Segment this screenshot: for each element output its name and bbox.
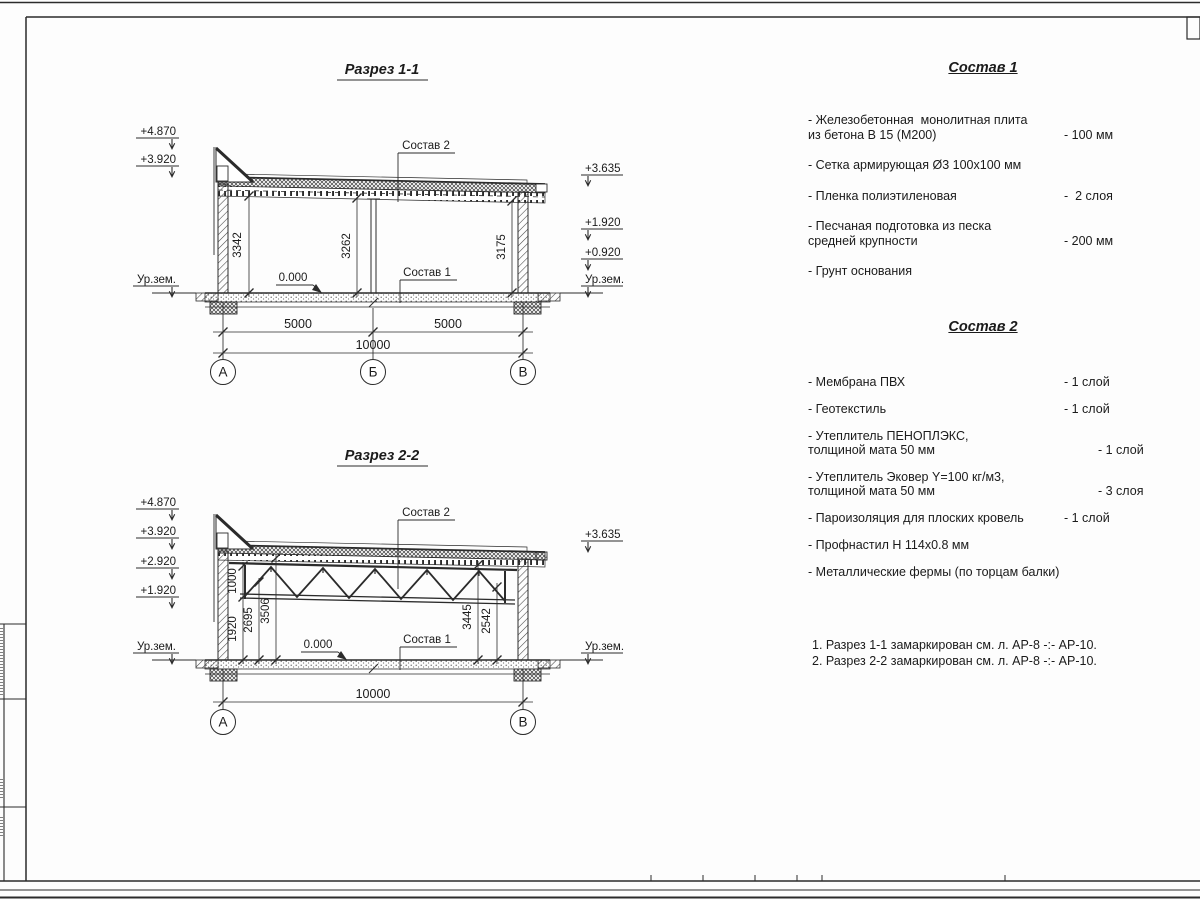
material-line-1: - Металлические фермы (по торцам балки) bbox=[808, 565, 1060, 579]
level-4870: +4.870 bbox=[140, 126, 176, 138]
material-item bbox=[808, 375, 1158, 389]
section-1-1-bottom-dims bbox=[211, 302, 536, 385]
wall-left bbox=[218, 551, 228, 660]
material-item bbox=[808, 470, 1158, 498]
dim-1000: 1000 bbox=[227, 568, 239, 594]
material-line-1: - Сетка армирующая Ø3 100х100 мм bbox=[808, 158, 1022, 172]
dim-2695: 2695 bbox=[243, 607, 255, 633]
section-1-1-layer-labels bbox=[276, 140, 457, 303]
dim-10000: 10000 bbox=[355, 338, 391, 352]
material-value: - 1 слой bbox=[1098, 443, 1144, 457]
material-line-1: - Песчаная подготовка из песка bbox=[808, 219, 992, 233]
level-3920: +3.920 bbox=[140, 526, 176, 538]
level-3635: +3.635 bbox=[585, 163, 621, 175]
material-line-1: - Мембрана ПВХ bbox=[808, 375, 906, 389]
ground-level-left: Ур.зем. bbox=[136, 641, 176, 653]
left-margin-text-smudge bbox=[0, 628, 3, 696]
dim-10000: 10000 bbox=[355, 687, 391, 701]
dim-5000-left: 5000 bbox=[284, 317, 312, 331]
material-name bbox=[808, 565, 1064, 579]
column bbox=[367, 199, 380, 293]
material-name bbox=[808, 375, 1064, 389]
dim-2542: 2542 bbox=[481, 608, 493, 634]
material-name bbox=[808, 429, 1064, 457]
material-line-1: - Утеплитель Эковер Y=100 кг/м3, bbox=[808, 470, 1005, 484]
sostav-2-title: Состав 2 bbox=[948, 319, 1018, 335]
ground-level-right: Ур.зем. bbox=[585, 274, 625, 286]
material-line-1: - Профнастил Н 114х0.8 мм bbox=[808, 538, 970, 552]
material-value: - 3 слоя bbox=[1098, 484, 1144, 498]
section-2-2-levels-right bbox=[581, 529, 624, 664]
material-value: - 1 слой bbox=[1064, 375, 1110, 389]
note-line: 2. Разрез 2-2 замаркирован см. л. АР-8 -:- АР-10. bbox=[812, 654, 1097, 668]
material-line-1: - Пленка полиэтиленовая bbox=[808, 188, 957, 203]
material-value: - 2 слоя bbox=[1064, 188, 1113, 203]
title-block-ticks bbox=[651, 875, 1005, 881]
material-name bbox=[808, 264, 1064, 279]
label-sostav-1: Состав 1 bbox=[403, 634, 451, 646]
foundation-right bbox=[514, 669, 541, 681]
material-item bbox=[808, 158, 1158, 173]
axis-label-a: А bbox=[218, 364, 228, 380]
zero-level: 0.000 bbox=[278, 272, 308, 284]
material-line-1: - Утеплитель ПЕНОПЛЭКС, bbox=[808, 429, 969, 443]
section-2-2-title: Разрез 2-2 bbox=[344, 448, 420, 464]
sostav-2-panel bbox=[808, 319, 1158, 592]
material-name bbox=[808, 219, 1064, 248]
axis-label-a: А bbox=[218, 714, 228, 730]
axis-label-b: Б bbox=[368, 364, 378, 380]
dim-3262: 3262 bbox=[341, 233, 353, 259]
section-2-2-layer-labels bbox=[301, 507, 457, 670]
sostav-1-panel bbox=[808, 60, 1158, 295]
wall-right bbox=[518, 192, 528, 293]
axis-label-v: В bbox=[518, 714, 528, 730]
material-name bbox=[808, 113, 1064, 142]
foundation-right bbox=[514, 302, 541, 314]
material-line-2: из бетона В 15 (М200) bbox=[808, 127, 937, 142]
fascia bbox=[536, 552, 547, 560]
section-1-1-levels-right bbox=[581, 163, 624, 297]
material-item bbox=[808, 565, 1158, 579]
material-line-2: толщиной мата 50 мм bbox=[808, 443, 935, 457]
axis-label-v: В bbox=[518, 364, 528, 380]
dim-3445: 3445 bbox=[462, 604, 474, 630]
dim-1920: 1920 bbox=[227, 616, 239, 642]
level-4870: +4.870 bbox=[140, 497, 176, 509]
section-1-1-vertical-dims bbox=[232, 192, 517, 298]
material-name bbox=[808, 511, 1064, 525]
material-line-1: - Пароизоляция для плоских кровель bbox=[808, 511, 1024, 525]
material-item bbox=[808, 402, 1158, 416]
material-name bbox=[808, 158, 1064, 173]
dim-3342: 3342 bbox=[232, 232, 244, 258]
sostav-1-title: Состав 1 bbox=[948, 60, 1018, 76]
section-2-2 bbox=[133, 448, 624, 735]
material-item bbox=[808, 429, 1158, 457]
material-value: - 1 слой bbox=[1064, 402, 1110, 416]
dim-5000-right: 5000 bbox=[434, 317, 462, 331]
section-1-1-levels-left bbox=[133, 126, 179, 297]
sheet-corner-box bbox=[1187, 17, 1200, 39]
left-margin-text-smudge bbox=[0, 817, 3, 836]
foundation-left bbox=[210, 302, 237, 314]
fascia bbox=[536, 184, 547, 192]
section-2-2-bottom-dims bbox=[211, 669, 536, 735]
ground-level-right: Ур.зем. bbox=[585, 641, 625, 653]
level-3635: +3.635 bbox=[585, 529, 621, 541]
material-name bbox=[808, 402, 1064, 416]
material-item bbox=[808, 511, 1158, 525]
sostav-1-list bbox=[808, 113, 1158, 279]
section-2-2-building bbox=[152, 514, 603, 681]
wall-left bbox=[218, 184, 228, 293]
material-line-1: - Геотекстиль bbox=[808, 402, 887, 416]
material-name bbox=[808, 470, 1064, 498]
wall-right bbox=[518, 559, 528, 660]
dim-3175: 3175 bbox=[496, 234, 508, 260]
section-1-1-building bbox=[152, 147, 603, 314]
section-1-1 bbox=[133, 62, 624, 385]
level-1920: +1.920 bbox=[585, 217, 621, 229]
label-sostav-2: Состав 2 bbox=[402, 507, 450, 519]
material-item bbox=[808, 113, 1158, 142]
material-line-1: - Железобетонная монолитная плита bbox=[808, 113, 1028, 127]
section-1-1-title: Разрез 1-1 bbox=[344, 62, 420, 78]
notes bbox=[812, 637, 1097, 669]
level-2920: +2.920 bbox=[140, 556, 176, 568]
ground-level-left: Ур.зем. bbox=[136, 274, 176, 286]
material-line-2: средней крупности bbox=[808, 233, 918, 248]
note-line: 1. Разрез 1-1 замаркирован см. л. АР-8 -:- АР-10. bbox=[812, 638, 1097, 652]
label-sostav-2: Состав 2 bbox=[402, 140, 450, 152]
level-1920: +1.920 bbox=[140, 585, 176, 597]
left-margin-text-smudge bbox=[0, 779, 3, 798]
material-line-1: - Грунт основания bbox=[808, 264, 913, 278]
left-margin-strip bbox=[0, 624, 26, 881]
level-0920: +0.920 bbox=[585, 247, 621, 259]
material-item bbox=[808, 264, 1158, 279]
material-item bbox=[808, 538, 1158, 552]
dim-3506: 3506 bbox=[260, 598, 272, 624]
material-item bbox=[808, 219, 1158, 248]
foundation-left bbox=[210, 669, 237, 681]
sostav-2-list bbox=[808, 375, 1158, 579]
material-value: - 100 мм bbox=[1064, 127, 1114, 142]
section-2-2-levels-left bbox=[133, 497, 179, 664]
level-3920: +3.920 bbox=[140, 154, 176, 166]
material-item bbox=[808, 189, 1158, 204]
label-sostav-1: Состав 1 bbox=[403, 267, 451, 279]
material-line-2: толщиной мата 50 мм bbox=[808, 484, 935, 498]
material-value: - 1 слой bbox=[1064, 511, 1110, 525]
material-name bbox=[808, 189, 1064, 204]
material-value: - 200 мм bbox=[1064, 233, 1114, 248]
material-name bbox=[808, 538, 1064, 552]
zero-level: 0.000 bbox=[303, 639, 333, 651]
